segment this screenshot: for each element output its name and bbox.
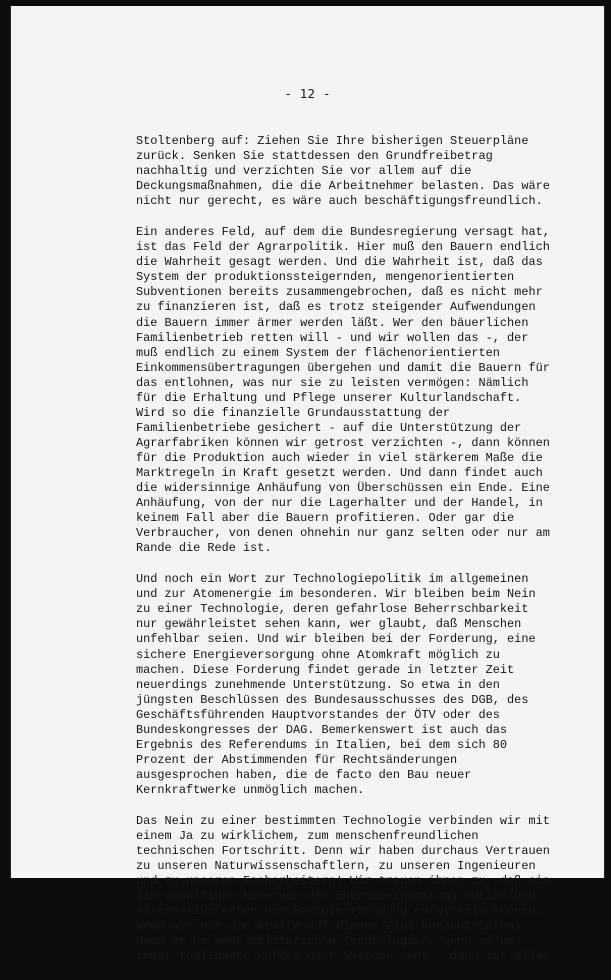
text-line: Rande die Rede ist. — [136, 541, 272, 556]
text-line: neuerdings zunehmende Unterstützung. So etwa in den — [136, 677, 500, 692]
text-line: Wird so die finanzielle Grundausstattung der — [136, 405, 450, 420]
text-line: das entlohnen, was nur sie zu leisten vermögen: Nämlich — [136, 375, 529, 390]
text-line: Prozent der Abstimmenden für Rechtsänderungen — [136, 752, 458, 767]
text-line: die widersinnige Anhäufung von Überschüssen ein Ende. Eine — [136, 481, 550, 496]
text-line: Subventionen bereits zusammengebrochen, daß es nicht mehr — [136, 285, 543, 300]
text-line: und zu unseren Facharbeitern! Wir trauen ihnen zu, daß sie — [136, 874, 550, 889]
text-line: technischen Fortschritt. Denn wir haben durchaus Vertrauen — [136, 844, 550, 859]
text-line: Das Nein zu einer bestimmten Technologie verbinden wir mit — [136, 813, 550, 828]
text-line: zu finanzieren ist, daß es trotz steigender Aufwendungen — [136, 300, 536, 315]
text-line: Kernkraftwerke unmöglich machen. — [136, 782, 365, 797]
text-line: unfehlbar seien. Und wir bleiben bei der Forderung, eine — [136, 632, 536, 647]
text-line: Ergebnis des Referendums in Italien, bei dem sich 80 — [136, 737, 508, 752]
text-line: Wenn es um neue militärische Technologien, wenn es um — [136, 934, 515, 949]
text-line: Verbraucher, von denen ohnehin nur ganz selten oder nur am — [136, 526, 550, 541]
text-line: zurück. Senken Sie stattdessen den Grundfreibetrag — [136, 149, 493, 164]
text-line: zu einer Technologie, deren gefahrlose Beherrschbarkeit — [136, 602, 529, 617]
text-line: Bundeskongresses der DAG. Bemerkenswert ist auch das — [136, 722, 508, 737]
text-line: immer tödlichere Waffen oder Systeme geht - dann ist alles — [136, 949, 550, 964]
text-line: ist das Feld der Agrarpolitik. Hier muß den Bauern endlich — [136, 240, 550, 255]
text-line: machen. Diese Forderung findet gerade in letzter Zeit — [136, 662, 515, 677]
text-line: einem Ja zu wirklichem, zum menschenfreundlichen — [136, 829, 479, 844]
text-line: Marktregeln in Kraft gesetzt werden. Und dann findet auch — [136, 465, 543, 480]
text-line: System der produktionssteigernden, mengenorientierten — [136, 270, 515, 285]
text-line: Geschäftsführenden Hauptvorstandes der ÖTV oder des — [136, 707, 500, 722]
text-line: Deckungsmaßnahmen, die die Arbeitnehmer belasten. Das wäre — [136, 179, 550, 194]
text-line: sichere Energieversorgung ohne Atomkraft möglich zu — [136, 647, 500, 662]
paragraph — [136, 814, 576, 964]
text-line: Anhäufung, von der nur die Lagerhalter und der Handel, in — [136, 496, 543, 511]
text-line: nicht nur gerecht, es wäre auch beschäftigungsfreundlich. — [136, 194, 543, 209]
text-line: Stoltenberg auf: Ziehen Sie Ihre bisherigen Steuerpläne — [136, 134, 529, 148]
paragraph — [136, 134, 576, 209]
text-line: nur gewährleistet sehen kann, wer glaubt, daß Menschen — [136, 617, 522, 632]
text-line: für die Erhaltung und Pflege unserer Kulturlandschaft. — [136, 390, 522, 405]
text-line: zu unseren Naturwissenschaftlern, zu unseren Ingenieuren — [136, 859, 536, 874]
page-number: - 12 - — [284, 86, 331, 101]
text-line: Und noch ein Wort zur Technologiepolitik im allgemeinen — [136, 572, 529, 587]
text-line: nachhaltig und verzichten Sie vor allem auf die — [136, 164, 472, 179]
text-line: die Wahrheit gesagt werden. Und die Wahrheit ist, daß das — [136, 255, 543, 270]
text-line: jüngsten Beschlüssen des Bundesausschusses des DGB, des — [136, 692, 529, 707]
paragraph — [136, 572, 576, 798]
text-line: Agrarfabriken können wir getrost verzichten -, dann können — [136, 435, 550, 450]
text-line: alternative Arten der Energieerzeugung entwickeln können, — [136, 904, 543, 919]
text-line: Einkommensübertragungen übergehen und damit die Bauern für — [136, 360, 550, 375]
text-line: Familienbetriebe gesichert - auf die Unterstützung der — [136, 420, 522, 435]
text-line: muß endlich zu einem System der flächenorientierten — [136, 345, 500, 360]
text-line: die Bauern immer ärmer werden läßt. Wer den bäuerlichen — [136, 315, 529, 330]
text-line: für die Produktion auch wieder in viel stärkerem Maße die — [136, 450, 543, 465]
text-line: ausgesprochen haben, die de facto den Bau neuer — [136, 767, 472, 782]
text-line: die gewaltigen Reserven der Energieeinsparung nutzen und — [136, 889, 536, 904]
text-line: Ein anderes Feld, auf dem die Bundesregierung versagt hat, — [136, 225, 550, 240]
text-line: und zur Atomenergie im besonderen. Wir bleiben beim Nein — [136, 587, 536, 602]
text-line: Familienbetrieb retten will - und wir wollen das -, der — [136, 330, 529, 345]
paragraph — [136, 225, 576, 556]
text-line: wenn wir nur die Kräfte auf dieses Ziel konzentrieren. — [136, 919, 522, 934]
document-page — [10, 6, 605, 964]
body-text — [136, 134, 576, 980]
text-line: keinem Fall aber die Bauern profitieren. Oder gar die — [136, 511, 515, 526]
